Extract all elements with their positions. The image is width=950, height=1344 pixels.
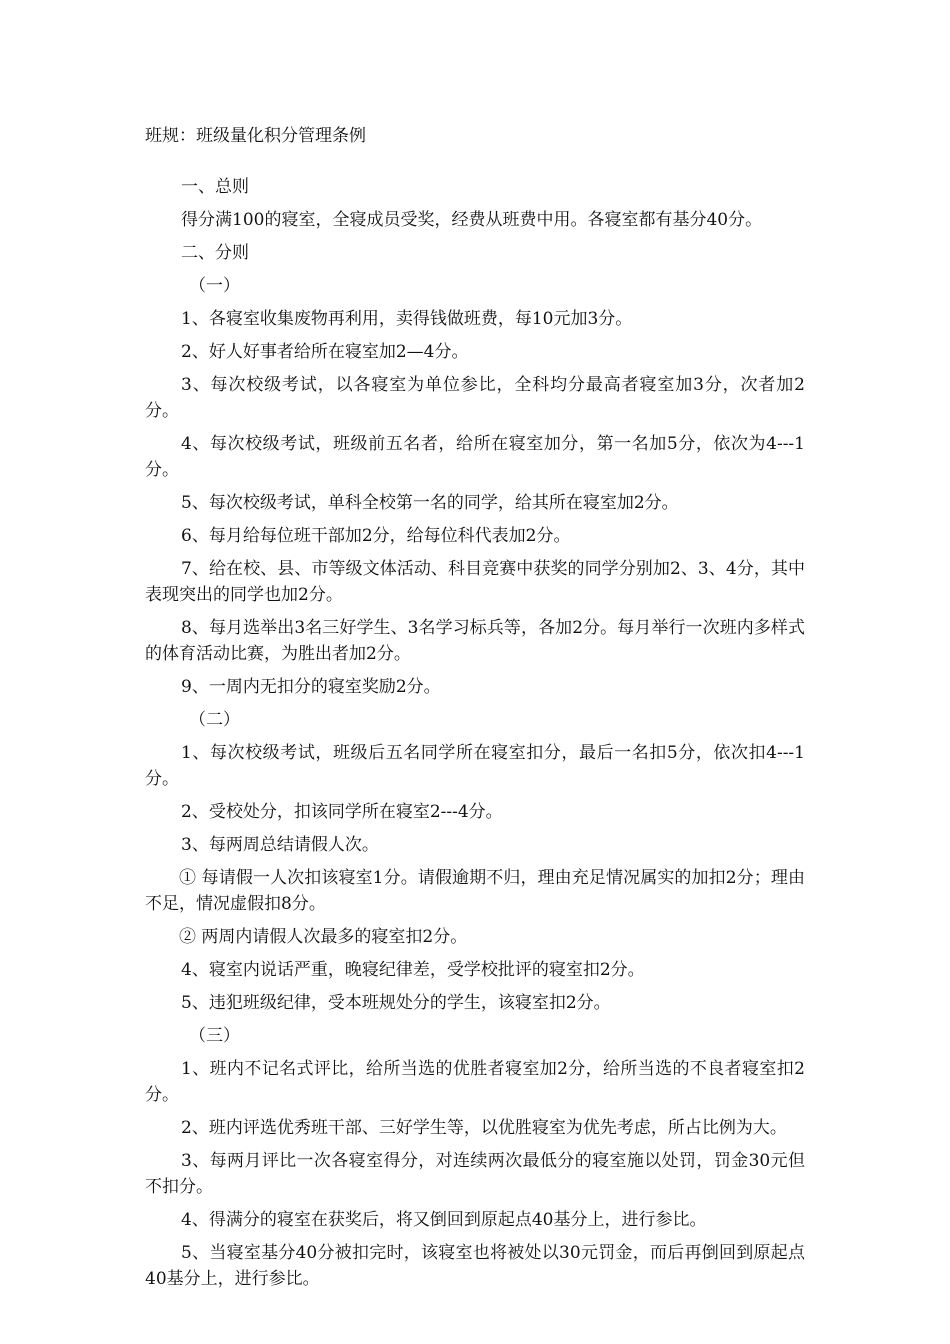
paragraph: 5、违犯班级纪律，受本班规处分的学生，该寝室扣2分。 [181, 993, 611, 1013]
section-heading: 二、分则 [181, 243, 249, 263]
document-title: 班规：班级量化积分管理条例 [145, 126, 366, 146]
paragraph: 9、一周内无扣分的寝室奖励2分。 [181, 677, 441, 697]
paragraph: 1、每次校级考试，班级后五名同学所在寝室扣分，最后一名扣5分，依次扣4---1分。 [145, 743, 805, 789]
paragraph: 3、每两周总结请假人次。 [181, 835, 379, 855]
paragraph: 4、寝室内说话严重，晚寝纪律差，受学校批评的寝室扣2分。 [181, 960, 645, 980]
paragraph: 1、各寝室收集废物再利用，卖得钱做班费，每10元加3分。 [181, 309, 633, 329]
paragraph: 得分满100的寝室，全寝成员受奖，经费从班费中用。各寝室都有基分40分。 [181, 210, 763, 230]
document-body [145, 174, 805, 1299]
paragraph: ② 两周内请假人次最多的寝室扣2分。 [179, 927, 468, 947]
paragraph: 2、受校处分，扣该同学所在寝室2---4分。 [181, 802, 503, 822]
subsection-label: （二） [189, 710, 240, 730]
paragraph: 5、当寝室基分40分被扣完时，该寝室也将被处以30元罚金，而后再倒回到原起点40基分上，进行参比。 [145, 1243, 805, 1289]
paragraph: 4、得满分的寝室在获奖后，将又倒回到原起点40基分上，进行参比。 [181, 1210, 707, 1230]
paragraph: 3、每两月评比一次各寝室得分，对连续两次最低分的寝室施以处罚，罚金30元但不扣分。 [145, 1151, 805, 1197]
paragraph: 4、每次校级考试，班级前五名者，给所在寝室加分，第一名加5分，依次为4---1分。 [145, 434, 805, 480]
paragraph: 1、班内不记名式评比，给所当选的优胜者寝室加2分，给所当选的不良者寝室扣2分。 [145, 1059, 805, 1105]
subsection-label: （三） [189, 1026, 240, 1046]
paragraph: 8、每月选举出3名三好学生、3名学习标兵等，各加2分。每月举行一次班内多样式的体育活动比赛，为胜出者加2分。 [145, 618, 805, 664]
paragraph: 2、班内评选优秀班干部、三好学生等，以优胜寝室为优先考虑，所占比例为大。 [181, 1118, 787, 1138]
paragraph: 7、给在校、县、市等级文体活动、科目竞赛中获奖的同学分别加2、3、4分，其中表现突出的同学也加2分。 [145, 559, 805, 605]
subsection-label: （一） [189, 276, 240, 296]
paragraph: 3、每次校级考试，以各寝室为单位参比，全科均分最高者寝室加3分，次者加2分。 [145, 375, 805, 421]
paragraph: 5、每次校级考试，单科全校第一名的同学，给其所在寝室加2分。 [181, 493, 679, 513]
paragraph: 2、好人好事者给所在寝室加2—4分。 [181, 342, 469, 362]
section-heading: 一、总则 [181, 177, 249, 197]
paragraph: 6、每月给每位班干部加2分，给每位科代表加2分。 [181, 526, 571, 546]
paragraph: ① 每请假一人次扣该寝室1分。请假逾期不归，理由充足情况属实的加扣2分；理由不足，情况虚假扣8分。 [145, 868, 805, 914]
